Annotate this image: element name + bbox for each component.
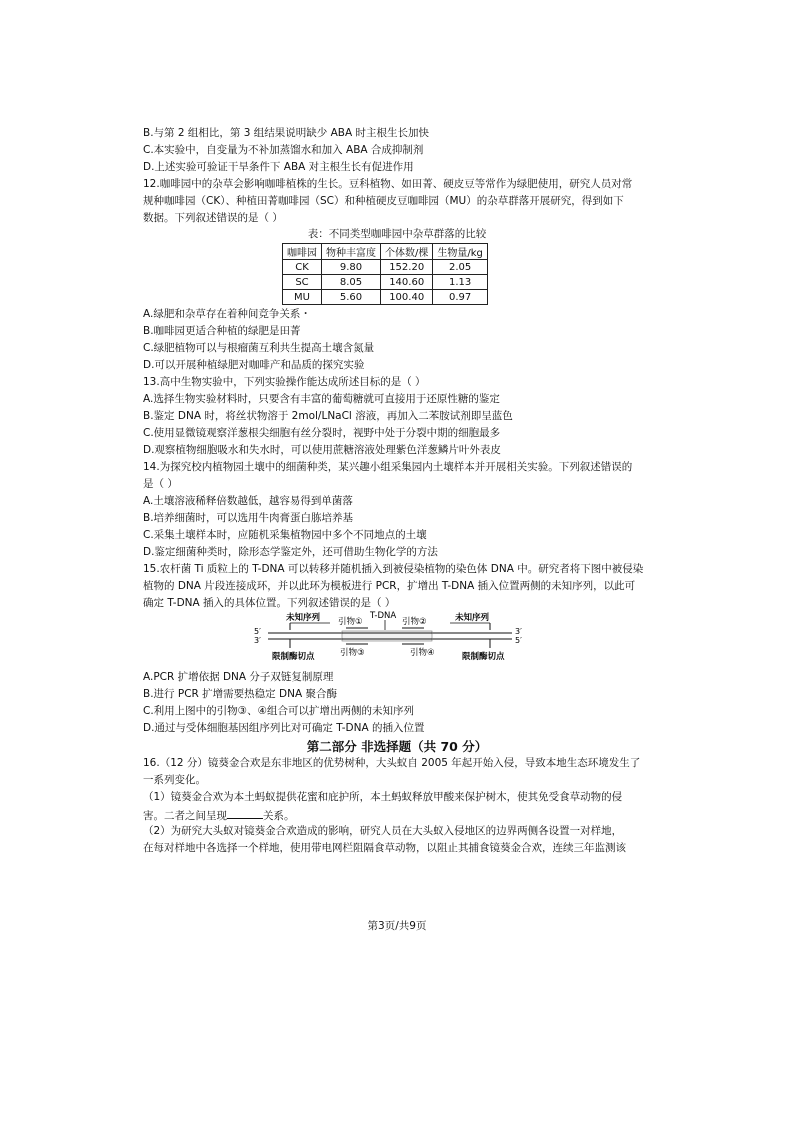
table-header-cell: 个体数/棵 [381,244,433,260]
restriction-site-right-label: 限制酶切点 [462,652,505,662]
primer-2-label: 引物② [402,617,427,627]
q12-stem-line-3: 数据。下列叙述错误的是（ ） [143,212,283,224]
table-caption: 表：不同类型咖啡园中杂草群落的比较 [307,228,487,240]
q13-option-b: B.鉴定 DNA 时，将丝状物溶于 2mol/LNaCl 溶液，再加入二苯胺试剂即呈蓝色 [143,410,513,422]
end-5-right: 5′ [515,636,522,645]
q13-option-a: A.选择生物实验材料时，只要含有丰富的葡萄糖就可直接用于还原性糖的鉴定 [143,393,500,405]
q16-sub1-text-before-blank: 害。二者之间呈现 [143,810,227,822]
table-row [283,290,488,305]
q14-option-c: C.采集土壤样本时，应随机采集植物园中多个不同地点的土壤 [143,529,427,541]
q13-option-d: D.观察植物细胞吸水和失水时，可以使用蔗糖溶液处理紫色洋葱鳞片叶外表皮 [143,444,501,456]
unknown-seq-left-label: 未知序列 [286,613,321,623]
page-footer: 第3页/共9页 [367,920,427,932]
table-header-cell: 咖啡园 [283,244,322,260]
unknown-seq-right-label: 未知序列 [455,613,490,623]
q15-option-c: C.利用上图中的引物③、④组合可以扩增出两侧的未知序列 [143,705,414,717]
q12-option-c: C.绿肥植物可以与根瘤菌互利共生提高土壤含氮量 [143,342,375,354]
q14-stem-line-2: 是（ ） [143,478,178,490]
table-row [283,275,488,290]
primer-4-label: 引物④ [410,648,435,658]
end-3-left: 3′ [254,636,261,645]
end-5-left: 5′ [254,627,261,636]
q15-option-d: D.通过与受体细胞基因组序列比对可确定 T-DNA 的插入位置 [143,722,425,734]
table-header-cell: 物种丰富度 [322,244,381,260]
table-cell: 0.97 [433,290,488,305]
q15-stem-line-2: 植物的 DNA 片段连接成环，并以此环为模板进行 PCR，扩增出 T-DNA 插入位置两侧的未知序列，以此可 [143,580,636,592]
q16-sub2-line-1: （2）为研究大头蚁对镜葵金合欢造成的影响，研究人员在大头蚁入侵地区的边界两侧各设置一对样地， [143,825,623,837]
q12-stem-line-1: 12.咖啡园中的杂草会影响咖啡植株的生长。豆科植物、如田菁、硬皮豆等常作为绿肥使用，研究人员对常 [143,178,633,190]
table-cell: 2.05 [433,260,488,275]
table-cell: 9.80 [322,260,381,275]
restriction-site-left-label: 限制酶切点 [272,652,315,662]
primer-3-label: 引物③ [340,648,365,658]
tdna-label: T-DNA [370,611,397,621]
q16-sub1-text-after-blank: 关系。 [263,810,295,822]
table-row [283,260,488,275]
tdna-diagram [250,608,530,666]
q13-option-c: C.使用显微镜观察洋葱根尖细胞有丝分裂时，视野中处于分裂中期的细胞最多 [143,427,501,439]
q16-sub1-line-2 [143,807,663,823]
q12-option-d: D.可以开展种植绿肥对咖啡产和品质的探究实验 [143,359,365,371]
table-cell: 1.13 [433,275,488,290]
end-3-right: 3′ [515,627,522,636]
table-header-cell: 生物量/kg [433,244,488,260]
primer-1-label: 引物① [338,617,363,627]
q12-option-a: A.绿肥和杂草存在着种间竞争关系・ [143,308,311,320]
q14-stem-line-1: 14.为探究校内植物园土壤中的细菌种类，某兴趣小组采集园内土壤样本并开展相关实验。下列叙述错误的 [143,461,633,473]
q15-option-b: B.进行 PCR 扩增需要热稳定 DNA 聚合酶 [143,688,337,700]
q16-sub1-line-1: （1）镜葵金合欢为本土蚂蚁提供花蜜和庇护所，本土蚂蚁释放甲酸来保护树木，使其免受食草动物的侵 [143,791,623,803]
answer-blank[interactable] [227,807,263,819]
part2-title: 第二部分 非选择题（共 70 分） [306,739,488,754]
q16-sub2-line-2: 在每对样地中各选择一个样地，使用带电网栏阻隔食草动物，以阻止其捕食镜葵金合欢，连续三年监测该 [143,842,626,854]
q15-stem-line-3: 确定 T-DNA 插入的具体位置。下列叙述错误的是（ ） [143,597,396,609]
q15-stem-line-1: 15.农杆菌 Ti 质粒上的 T-DNA 可以转移并随机插入到被侵染植物的染色体 DNA 中。研究者将下图中被侵染 [143,563,644,575]
table-cell: 100.40 [381,290,433,305]
table-cell: 8.05 [322,275,381,290]
q16-stem-line-1: 16.（12 分）镜葵金合欢是东非地区的优势树种，大头蚁自 2005 年起开始入侵，导致本地生态环境发生了 [143,757,641,769]
table-cell: 152.20 [381,260,433,275]
weed-community-table [282,243,488,305]
q11-option-d: D.上述实验可验证干旱条件下 ABA 对主根生长有促进作用 [143,161,414,173]
table-cell: CK [283,260,322,275]
table-header-row [283,244,488,260]
table-cell: SC [283,275,322,290]
q16-stem-line-2: 一系列变化。 [143,774,206,786]
q11-option-c: C.本实验中，自变量为不补加蒸馏水和加入 ABA 合成抑制剂 [143,144,424,156]
q13-stem: 13.高中生物实验中，下列实验操作能达成所述目标的是（ ） [143,376,426,388]
q14-option-b: B.培养细菌时，可以选用牛肉膏蛋白胨培养基 [143,512,354,524]
q11-option-b: B.与第 2 组相比，第 3 组结果说明缺少 ABA 时主根生长加快 [143,127,429,139]
q12-option-b: B.咖啡园更适合种植的绿肥是田菁 [143,325,301,337]
q14-option-a: A.土壤溶液稀释倍数越低，越容易得到单菌落 [143,495,353,507]
q12-stem-line-2: 规种咖啡园（CK）、种植田菁咖啡园（SC）和种植硬皮豆咖啡园（MU）的杂草群落开展研究，得到如下 [143,195,624,207]
q14-option-d: D.鉴定细菌种类时，除形态学鉴定外，还可借助生物化学的方法 [143,546,438,558]
table-cell: 140.60 [381,275,433,290]
table-cell: MU [283,290,322,305]
q15-option-a: A.PCR 扩增依据 DNA 分子双链复制原理 [143,671,334,683]
table-cell: 5.60 [322,290,381,305]
